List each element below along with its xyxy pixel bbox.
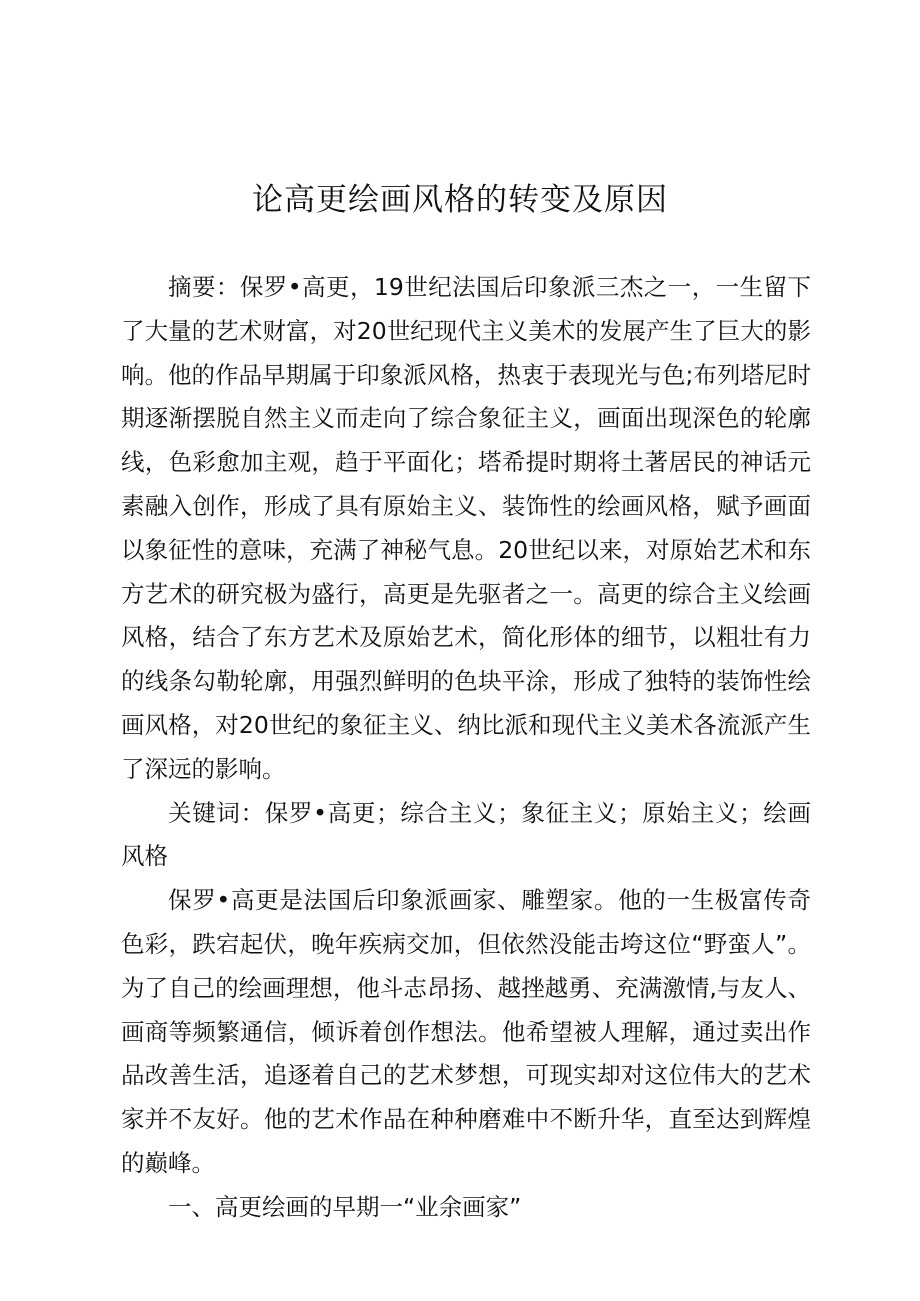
section-heading: 一、高更绘画的早期一“业余画家”	[168, 1192, 522, 1221]
abstract-paragraph: 摘要：保罗•高更，19世纪法国后印象派三杰之一，一生留下了大量的艺术财富，对20世纪现代主义美术的发展产生了巨大的影响。他的作品早期属于印象派风格，热衷于表现光与色;布列塔尼时期逐渐摆脱自然主义而走向了综合象征主义，画面出现深色的轮廓线，色彩愈加主观，趋于平面化；塔希提时期将土著居民的神话元素融入创作，形成了具有原始主义、装饰性的绘画风格，赋予画面以象征性的意味，充满了神秘气息。20世纪以来，对原始艺术和东方艺术的研究极为盛行，高更是先驱者之一。高更的综合主义绘画风格，结合了东方艺术及原始艺术，简化形体的细节，以粗壮有力的线条勾勒轮廓，用强烈鲜明的色块平涂，形成了独特的装饰性绘画风格，对20世纪的象征主义、纳比派和现代主义美术各流派产生了深远的影响。	[121, 273, 811, 783]
intro-paragraph: 保罗•高更是法国后印象派画家、雕塑家。他的一生极富传奇色彩，跌宕起伏，晚年疾病交加，但依然没能击垮这位“野蛮人”。为了自己的绘画理想，他斗志昂扬、越挫越勇、充满激情,与友人、画商等频繁通信，倾诉着创作想法。他希望被人理解，通过卖出作品改善生活，追逐着自己的艺术梦想，可现实却对这位伟大的艺术家并不友好。他的艺术作品在种种磨难中不断升华，直至达到辉煌的巅峰。	[121, 886, 811, 1177]
keywords-paragraph: 关键词：保罗•高更；综合主义；象征主义；原始主义；绘画风格	[121, 798, 811, 871]
document-title: 论高更绘画风格的转变及原因	[252, 182, 668, 218]
document-body	[121, 266, 811, 1230]
